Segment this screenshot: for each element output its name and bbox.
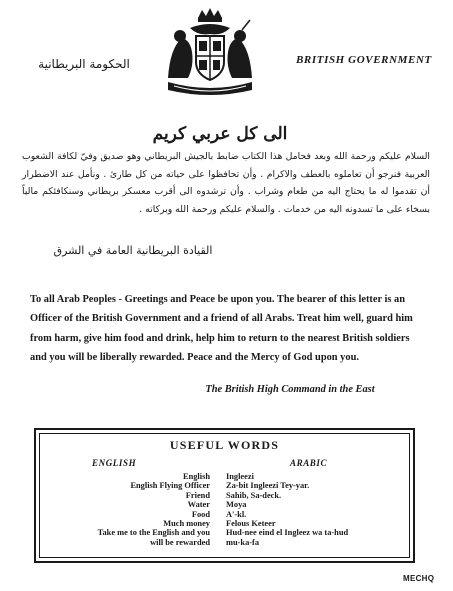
english-word: Water xyxy=(187,500,210,510)
english-word: Friend xyxy=(185,490,210,500)
english-word: English Flying Officer xyxy=(130,481,210,491)
english-word: will be rewarded xyxy=(150,537,210,547)
arabic-column-header: ARABIC xyxy=(290,458,328,468)
archive-stamp: MECHQ xyxy=(403,574,435,583)
english-word: Food xyxy=(191,509,210,519)
english-government-header: BRITISH GOVERNMENT xyxy=(296,54,432,66)
english-letter-signature: The British High Command in the East xyxy=(205,384,375,395)
royal-coat-of-arms-icon xyxy=(160,8,260,98)
word-row xyxy=(40,491,409,500)
useful-words-list xyxy=(40,472,409,547)
arabic-transliteration: Za-bit Ingleezi Tey-yar. xyxy=(226,481,310,491)
word-row xyxy=(40,500,409,509)
english-word: Much money xyxy=(163,518,210,528)
word-row xyxy=(40,472,409,481)
arabic-letter-title: الى كل عربي كريم xyxy=(152,124,288,144)
english-letter-body: To all Arab Peoples - Greetings and Peace be upon you. The bearer of this letter is an Officer of the British Government and a friend of all Arabs. Treat him well, guard him from harm, give him food and drink, help him to return to the nearest British soldiers and you will be liberally rewarded. Peace and the Mercy of God upon you. xyxy=(30,294,413,364)
useful-words-box xyxy=(34,428,415,563)
arabic-transliteration: Moya xyxy=(226,500,247,510)
arabic-transliteration: Hud-nee eind el Ingleez wa ta-hud xyxy=(226,528,349,538)
arabic-transliteration: A'-kl. xyxy=(226,509,247,519)
arabic-transliteration: mu-ka-fa xyxy=(226,537,260,547)
word-row xyxy=(40,519,409,528)
english-column-header: ENGLISH xyxy=(92,458,137,468)
useful-words-inner-frame xyxy=(39,433,410,558)
arabic-letter-signature: القيادة البريطانية العامة في الشرق xyxy=(53,244,213,257)
useful-words-title: USEFUL WORDS xyxy=(169,438,280,452)
word-row xyxy=(40,481,409,490)
arabic-government-header: الحكومة البريطانية xyxy=(38,57,130,71)
english-word: Take me to the English and you xyxy=(97,528,210,538)
word-row xyxy=(40,510,409,519)
arabic-transliteration: Sahib, Sa-deck. xyxy=(226,490,282,500)
arabic-transliteration: Ingleezi xyxy=(226,472,254,481)
word-row xyxy=(40,528,409,537)
arabic-transliteration: Felous Keteer xyxy=(226,518,276,528)
word-row xyxy=(40,538,409,547)
english-word: English xyxy=(182,472,210,481)
arabic-letter-body: السلام عليكم ورحمة الله وبعد فحامل هذا الكتاب ضابط بالجيش البريطاني وهو صديق وفيّ لكافة الشعوب العربية فنرجو أن تعاملوه بالعطف والاكرام . وأن تحافظوا على حياته من كل طارئ . ونأمل عند الاضطرار أن تقدموا له ما يحتاج اليه من طعام وشراب . وأن ترشدوه الى أقرب معسكر بريطاني وسنكافئكم مالياً بسخاء على ما تسدونه اليه من خدمات . والسلام عليكم ورحمة الله وبركاته . xyxy=(22,151,430,215)
